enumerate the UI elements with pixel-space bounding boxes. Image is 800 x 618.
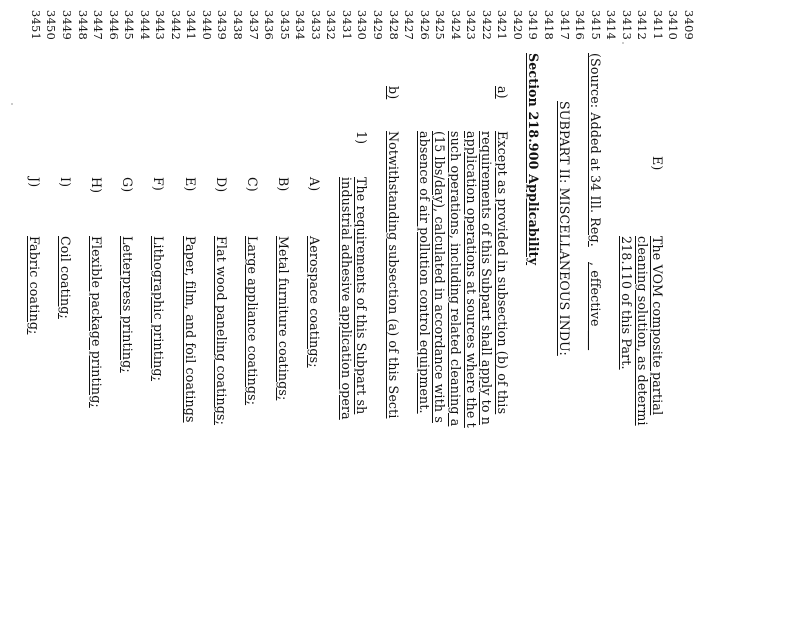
source-note: (Source: Added at 34 Ill. Reg. [588,53,603,247]
item-text: Flexible package printing; [89,236,105,408]
para-b-label: b) [386,86,401,100]
line-number: 3418 [542,9,557,40]
line-number: 3442 [168,9,183,40]
line-number: 3445 [122,9,137,40]
line-number: 3413 [619,9,634,40]
line-number: 3433 [308,9,323,40]
line-number: 3432 [324,9,339,40]
item-label: H) [89,177,105,194]
line-number: 3436 [262,9,277,40]
line-number: 3417 [557,9,572,40]
para-b1-line-1: The requirements of this Subpart sh [354,177,369,415]
item-e-upper-line-1: The VOM composite partial [650,236,665,416]
item-label: A) [307,177,322,192]
item-e-upper-line-2: cleaning solution, as determi [635,236,650,426]
para-b1-line-2: industrial adhesive application opera [339,177,354,420]
item-label: J) [27,177,43,188]
line-number: 3427 [402,9,417,40]
line-number: 3444 [137,9,152,40]
line-number: 3451 [28,9,43,40]
para-b1-label: 1) [354,131,369,145]
para-a-line-3: application operations at sources where the t [464,131,479,428]
line-number: 3431 [339,9,354,40]
line-number: 3430 [355,9,370,40]
line-number: 3415 [588,9,603,40]
para-a-label: a) [495,86,510,99]
item-label: F) [151,177,167,191]
item-e-upper-line-3: 218.110 of this Part. [619,236,634,370]
line-number: 3443 [153,9,168,40]
line-number: 3449 [60,9,74,40]
line-number: 3414 [604,9,619,40]
item-label: E) [182,177,198,192]
line-number: 3448 [75,9,90,40]
line-number: 3428 [386,9,401,40]
item-label: C) [244,177,260,192]
line-number: 3450 [44,9,59,40]
line-number: 3416 [573,9,588,40]
line-number: 3423 [464,9,479,40]
line-number: 3422 [479,9,494,40]
line-number: 3439 [215,9,230,40]
para-a-line-6: absence of air pollution control equipment. [417,131,432,414]
line-number: 3437 [246,9,261,40]
line-number: 3434 [293,9,308,40]
section-title: Section 218.900 Applicability [526,53,541,266]
item-text: Coil coating; [58,236,74,319]
para-a-line-1: Except as provided in subsection (b) of this [495,131,510,415]
line-number: 3429 [371,9,385,40]
line-number: 3411 [650,9,665,40]
item-text: Lithographic printing; [151,236,167,382]
line-number: 3441 [184,9,199,40]
item-text: Large appliance coatings; [244,236,260,406]
line-number: 3409 [682,9,696,40]
item-label: I) [58,177,74,188]
line-number: 3435 [277,9,292,40]
line-number: 3420 [510,9,525,40]
line-number: 3421 [495,9,510,40]
line-number: 3446 [106,9,121,40]
item-text: Paper, film, and foil coatings [182,236,198,423]
line-number: 3426 [417,9,432,40]
item-label: B) [275,177,291,192]
item-label: D) [213,177,229,193]
item-text: Letterpress printing; [120,236,136,373]
line-number: 3438 [231,9,246,40]
line-number: 3424 [448,9,463,40]
para-a-line-4: such operations, including related cleaning a [448,131,463,427]
para-a-line-2: requirements of this Subpart shall apply to n [479,131,494,425]
line-number: 3425 [433,9,448,40]
item-e-upper-label: E) [650,156,665,171]
source-effective: , effective ___ [588,262,603,351]
subpart-title: SUBPART II: MISCELLANEOUS INDU: [557,101,572,356]
item-text: Metal furniture coatings; [275,236,291,401]
item-label: G) [120,177,136,193]
item-text: Fabric coating; [27,236,43,335]
scan-speck [11,103,13,105]
item-text: Aerospace coatings; [307,236,322,368]
line-number: 3447 [91,9,106,40]
scan-speck [622,42,624,44]
line-number: 3410 [666,9,681,40]
line-number: 3412 [635,9,650,40]
line-number: 3419 [526,9,541,40]
para-b-line: Notwithstanding subsection (a) of this Secti [386,131,401,419]
para-a-line-5: (15 lbs/day), calculated in accordance with s [432,131,447,423]
item-text: Flat wood paneling coatings; [213,236,229,426]
line-number: 3440 [199,9,214,40]
